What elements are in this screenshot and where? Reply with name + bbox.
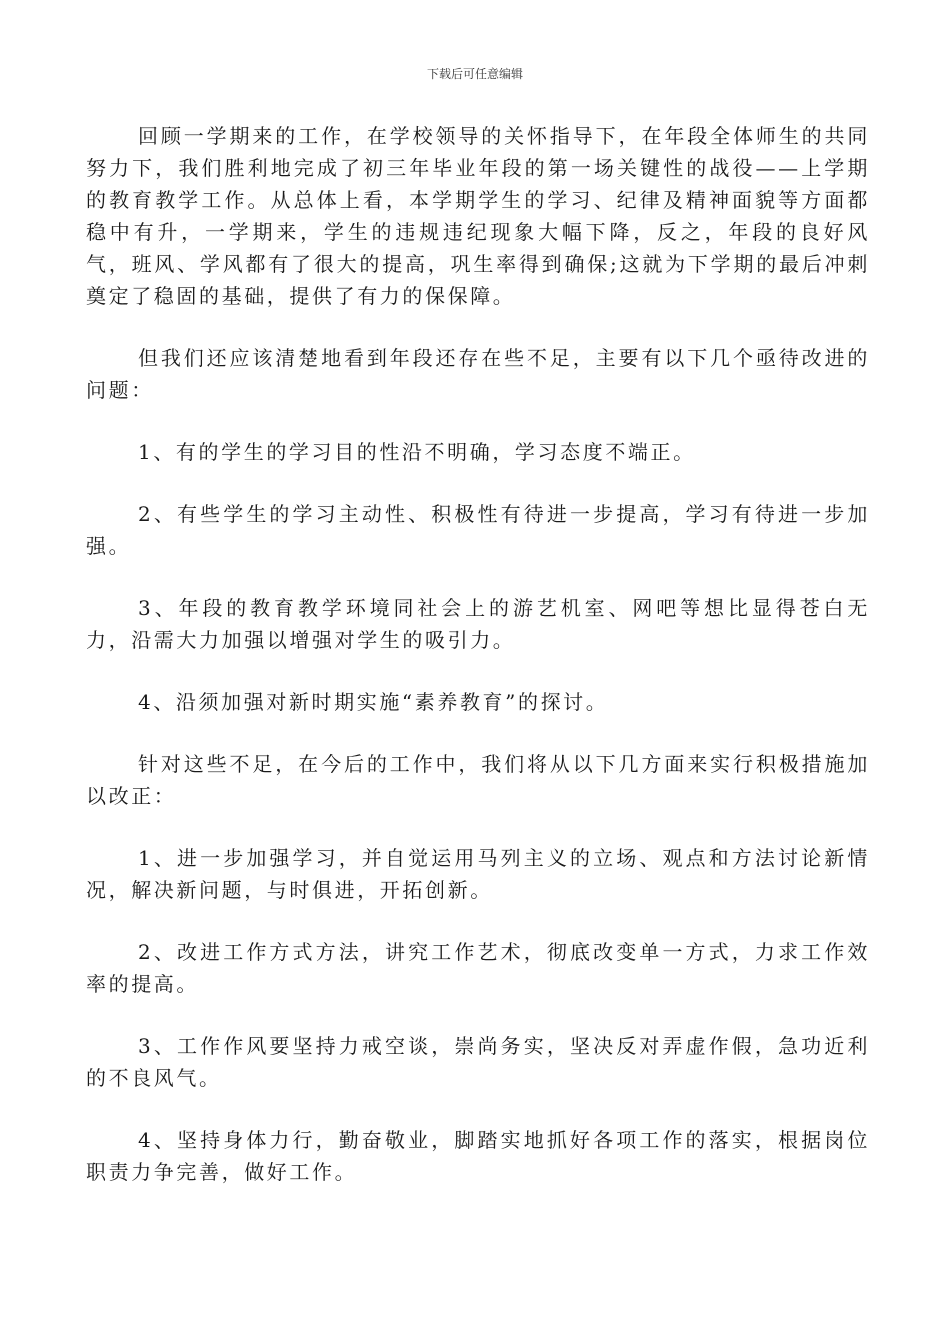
paragraph-shortcomings-intro: 但我们还应该清楚地看到年段还存在些不足，主要有以下几个亟待改进的问题： [86, 346, 870, 402]
list-item-shortcoming-2: 2、有些学生的学习主动性、积极性有待进一步提高，学习有待进一步加强。 [86, 502, 870, 558]
list-item-shortcoming-1: 1、有的学生的学习目的性沿不明确，学习态度不端正。 [138, 440, 696, 464]
paragraph-measures-intro: 针对这些不足，在今后的工作中，我们将从以下几方面来实行积极措施加以改正： [86, 752, 870, 808]
list-item-shortcoming-4: 4、沿须加强对新时期实施“素养教育”的探讨。 [138, 690, 609, 714]
list-item-measure-4: 4、坚持身体力行，勤奋敬业，脚踏实地抓好各项工作的落实，根据岗位职责力争完善，做好工作。 [86, 1128, 870, 1184]
list-item-measure-3: 3、工作作风要坚持力戒空谈，崇尚务实，坚决反对弄虚作假，急功近利的不良风气。 [86, 1034, 870, 1090]
paragraph-summary: 回顾一学期来的工作，在学校领导的关怀指导下，在年段全体师生的共同努力下，我们胜利地完成了初三年毕业年段的第一场关键性的战役——上学期的教育教学工作。从总体上看，本学期学生的学习、纪律及精神面貌等方面都稳中有升，一学期来，学生的违规违纪现象大幅下降，反之，年段的良好风气，班风、学风都有了很大的提高，巩生率得到确保;这就为下学期的最后冲刺奠定了稳固的基础，提供了有力的保保障。 [86, 124, 870, 308]
document-body [86, 120, 870, 1218]
list-item-measure-2: 2、改进工作方式方法，讲究工作艺术，彻底改变单一方式，力求工作效率的提高。 [86, 940, 870, 996]
page-header: 下载后可任意编辑 [426, 67, 523, 81]
list-item-shortcoming-3: 3、年段的教育教学环境同社会上的游艺机室、网吧等想比显得苍白无力，沿需大力加强以增强对学生的吸引力。 [86, 596, 870, 652]
list-item-measure-1: 1、进一步加强学习，并自觉运用马列主义的立场、观点和方法讨论新情况，解决新问题，与时俱进，开拓创新。 [86, 846, 870, 902]
